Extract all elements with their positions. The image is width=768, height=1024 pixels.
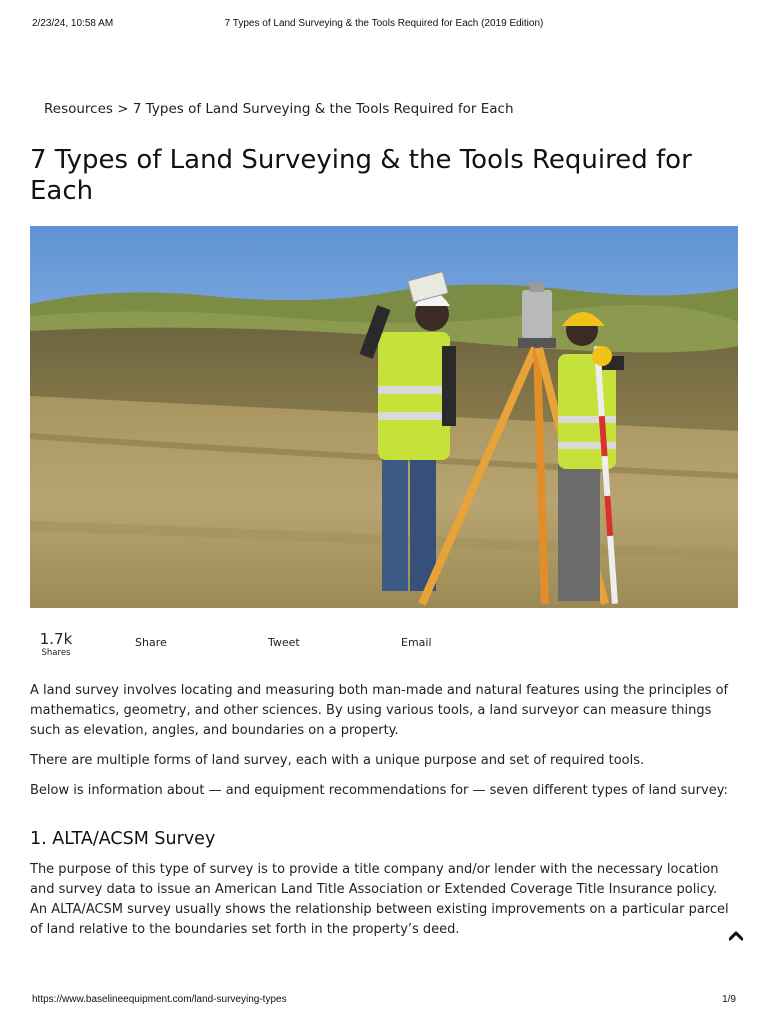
scroll-to-top-button[interactable] [726, 928, 746, 944]
section-paragraph: The purpose of this type of survey is to provide a title company and/or lender with the necessary location and survey data to issue an American Land Title Association or Extended Coverage Title Insurance policy. An ALTA/ACSM survey usually shows the relationship between existing improvements on a particular parcel of land relative to the boundaries set forth in the property’s deed. [30, 862, 729, 937]
share-bar [0, 630, 768, 660]
breadcrumb-resources-link[interactable]: Resources [44, 101, 113, 117]
breadcrumb-separator: > [117, 101, 129, 117]
page-title: 7 Types of Land Surveying & the Tools Required for Each [30, 145, 692, 206]
section-heading-alta-acsm: 1. ALTA/ACSM Survey [30, 829, 216, 849]
share-count-label: Shares [41, 648, 71, 658]
print-page-number: 1/9 [722, 994, 736, 1005]
share-count-number: 1.7k [39, 630, 73, 648]
print-document-title: 7 Types of Land Surveying & the Tools Required for Each (2019 Edition) [224, 18, 544, 29]
share-count [38, 630, 74, 658]
share-button[interactable]: Share [135, 636, 167, 649]
paragraph: There are multiple forms of land survey, each with a unique purpose and set of required tools. [30, 753, 645, 768]
paragraph: Below is information about — and equipment recommendations for — seven different types of land survey: [30, 783, 728, 798]
breadcrumb [44, 101, 514, 117]
email-button[interactable]: Email [401, 636, 432, 649]
print-url: https://www.baselineequipment.com/land-surveying-types [32, 994, 287, 1005]
hero-image-surveyors [30, 226, 738, 608]
print-datetime: 2/23/24, 10:58 AM [32, 18, 114, 29]
breadcrumb-current: 7 Types of Land Surveying & the Tools Required for Each [132, 101, 514, 117]
tweet-button[interactable]: Tweet [268, 636, 300, 649]
chevron-up-icon [729, 931, 743, 941]
intro-paragraph: A land survey involves locating and measuring both man-made and natural features using the principles of mathematics, geometry, and other sciences. By using various tools, a land surveyor can measure things such as elevation, angles, and boundaries on a property. [30, 683, 729, 738]
